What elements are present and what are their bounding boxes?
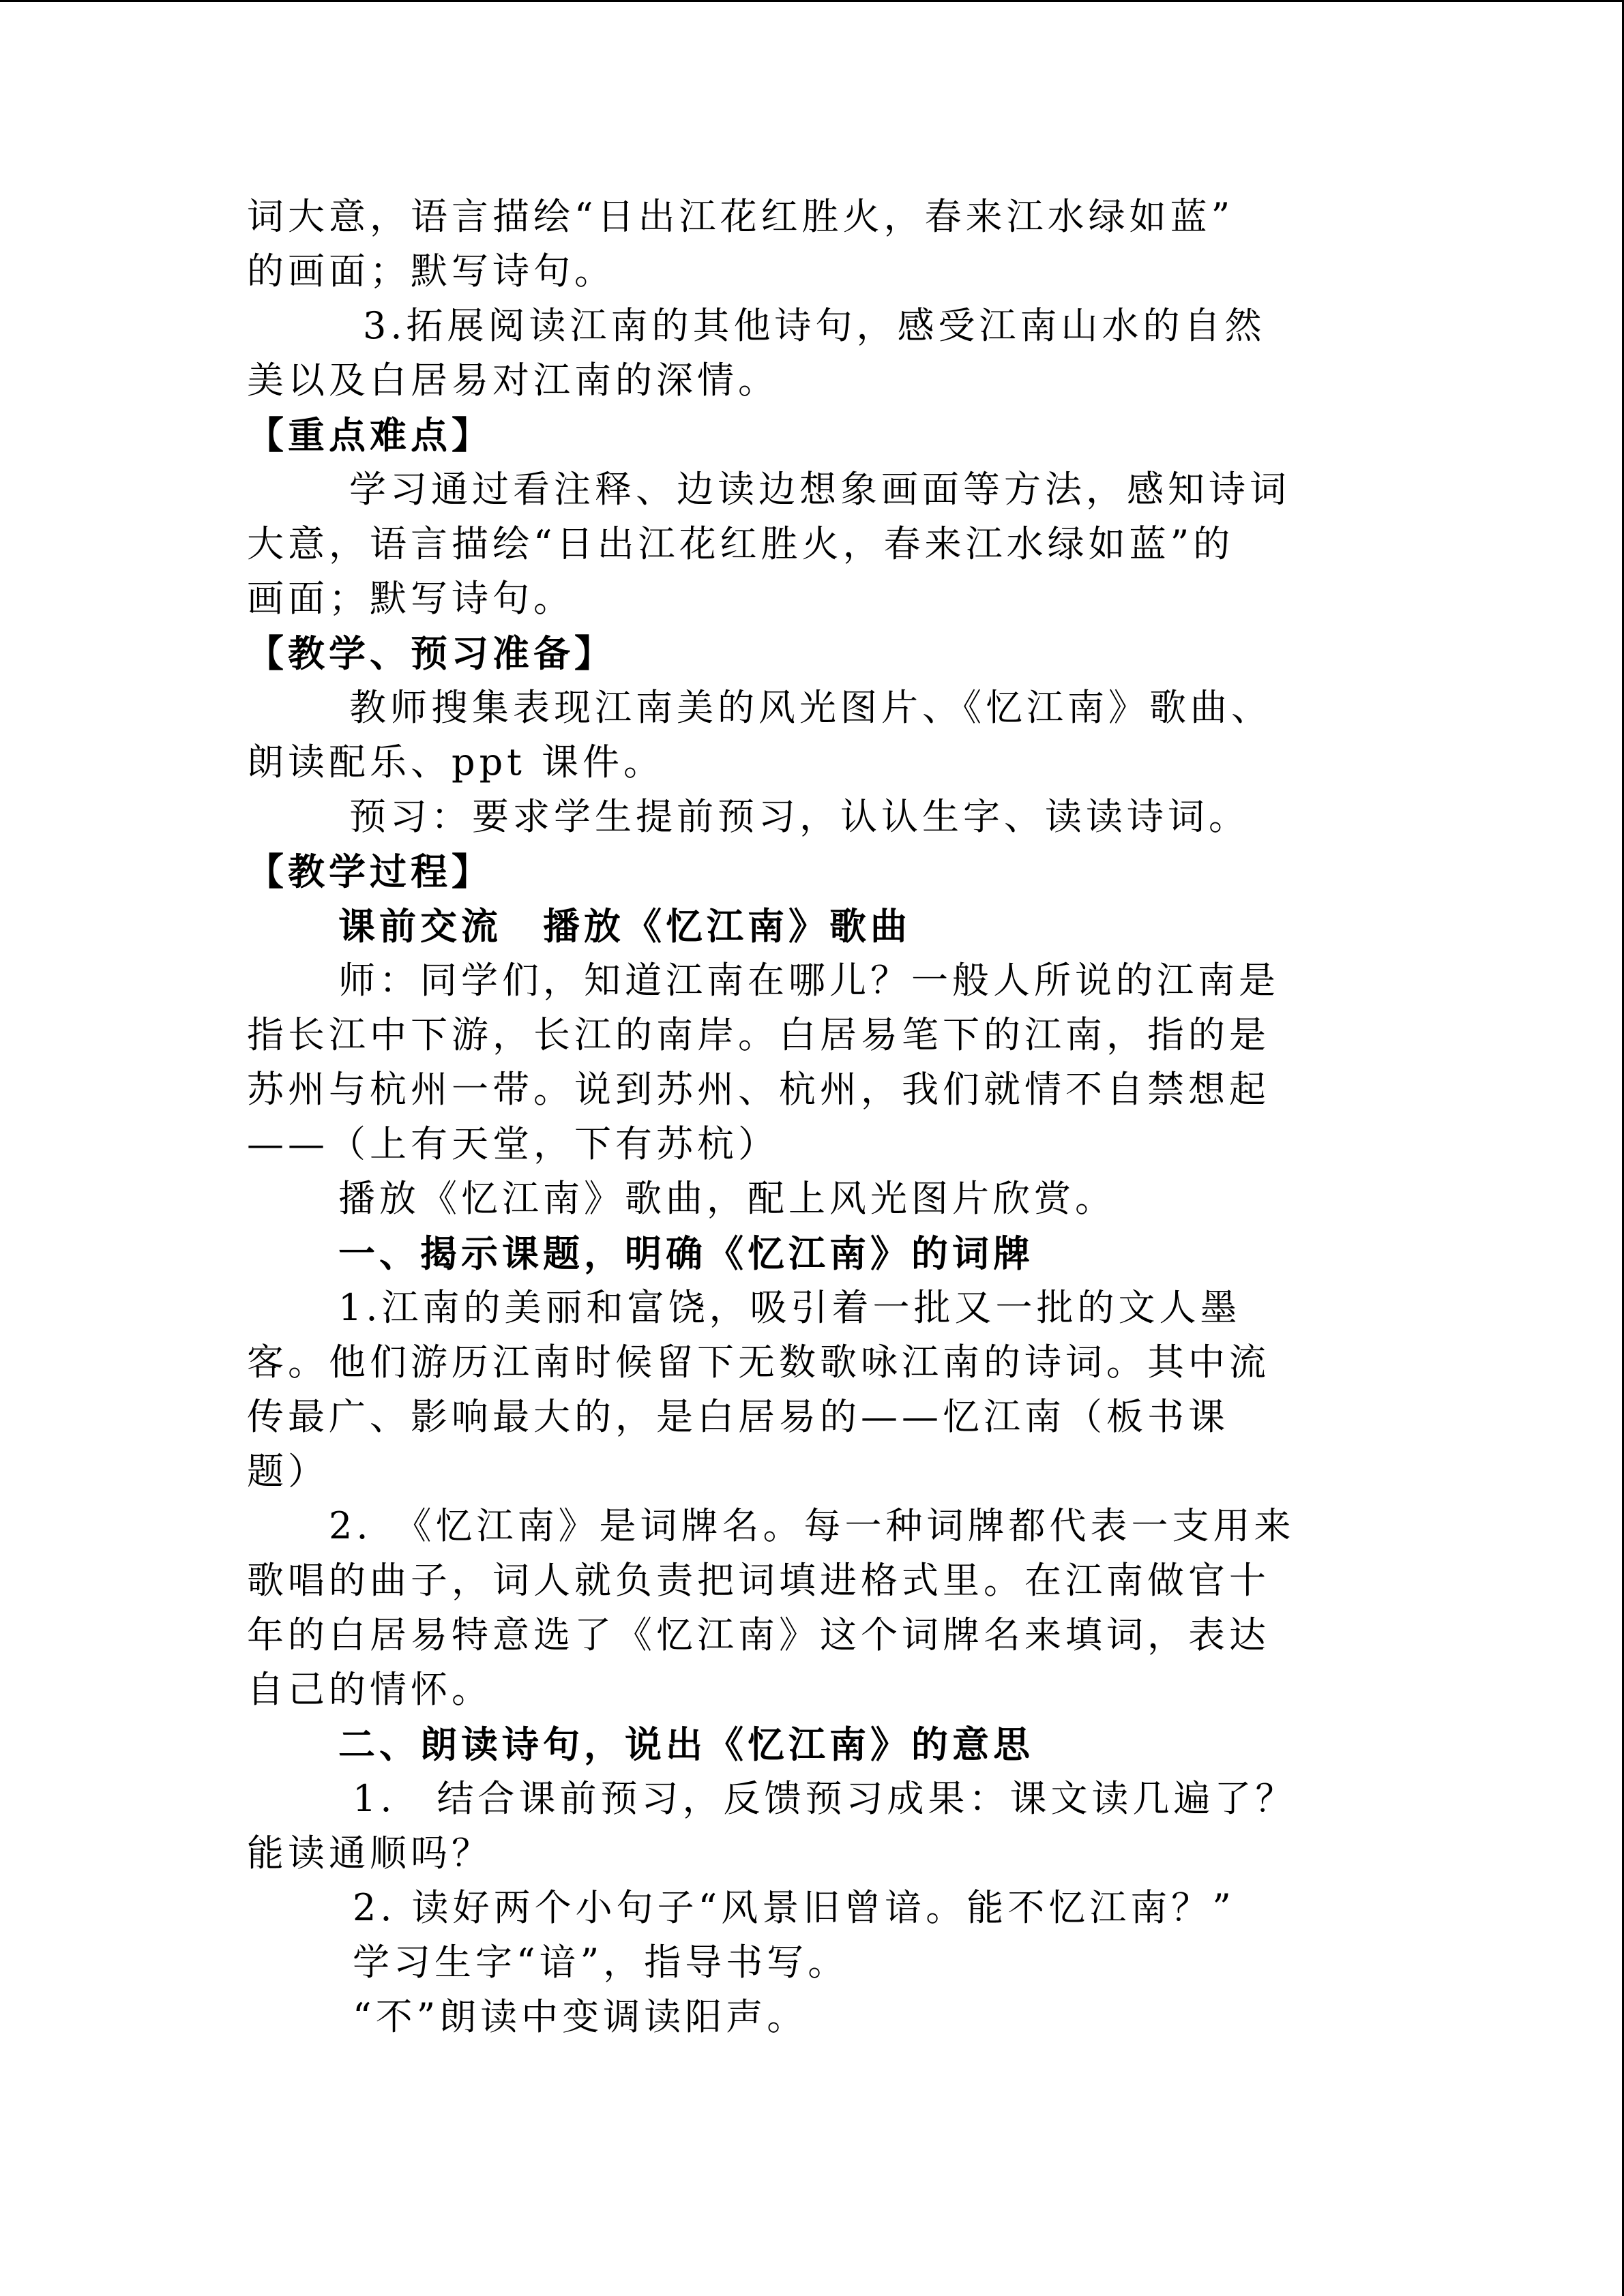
subheading-part-one: 一、揭示课题，明确《忆江南》的词牌 bbox=[338, 1232, 1034, 1275]
text-line: 年的白居易特意选了《忆江南》这个词牌名来填词，表达 bbox=[247, 1613, 1270, 1656]
section-heading-key-points: 【重点难点】 bbox=[247, 413, 492, 457]
text-line: 词大意，语言描绘“日出江花红胜火，春来江水绿如蓝” bbox=[247, 195, 1235, 238]
text-line: 3.拓展阅读江南的其他诗句，感受江南山水的自然 bbox=[363, 304, 1266, 347]
section-heading-process: 【教学过程】 bbox=[247, 850, 492, 893]
section-heading-preparation: 【教学、预习准备】 bbox=[247, 631, 615, 675]
text-line: 教师搜集表现江南美的风光图片、《忆江南》歌曲、 bbox=[349, 686, 1272, 729]
text-line: 播放《忆江南》歌曲，配上风光图片欣赏。 bbox=[338, 1177, 1116, 1220]
text-line: 预习：要求学生提前预习，认认生字、读读诗词。 bbox=[349, 795, 1250, 838]
text-line: 1.江南的美丽和富饶，吸引着一批又一批的文人墨 bbox=[338, 1286, 1241, 1329]
subheading-part-two: 二、朗读诗句，说出《忆江南》的意思 bbox=[338, 1723, 1034, 1766]
text-line: 2. 《忆江南》是词牌名。每一种词牌都代表一支用来 bbox=[329, 1504, 1295, 1547]
text-line: 苏州与杭州一带。说到苏州、杭州，我们就情不自禁想起 bbox=[247, 1068, 1270, 1111]
text-line: 歌唱的曲子，词人就负责把词填进格式里。在江南做官十 bbox=[247, 1559, 1270, 1602]
text-line: ——（上有天堂，下有苏杭） bbox=[247, 1122, 779, 1165]
text-line: 传最广、影响最大的，是白居易的——忆江南（板书课 bbox=[247, 1395, 1229, 1438]
text-line: 题） bbox=[247, 1450, 329, 1493]
text-line: 学习通过看注释、边读边想象画面等方法，感知诗词 bbox=[349, 468, 1290, 511]
text-line: 指长江中下游，长江的南岸。白居易笔下的江南，指的是 bbox=[247, 1013, 1270, 1056]
text-line: 2. 读好两个小句子“风景旧曾谙。能不忆江南？” bbox=[353, 1886, 1235, 1929]
page-top-border bbox=[0, 0, 1624, 2]
text-line: 1. 结合课前预习，反馈预习成果：课文读几遍了？ bbox=[353, 1777, 1297, 1820]
text-line: 美以及白居易对江南的深情。 bbox=[247, 359, 779, 402]
text-line: “不”朗读中变调读阳声。 bbox=[353, 1995, 808, 2038]
text-line: 学习生字“谙”，指导书写。 bbox=[353, 1941, 849, 1984]
text-line: 能读通顺吗？ bbox=[247, 1832, 492, 1875]
text-line: 大意，语言描绘“日出江花红胜火，春来江水绿如蓝”的 bbox=[247, 522, 1235, 565]
text-line: 画面；默写诗句。 bbox=[247, 577, 574, 620]
text-line: 客。他们游历江南时候留下无数歌咏江南的诗词。其中流 bbox=[247, 1341, 1270, 1384]
document-body bbox=[247, 190, 1393, 2044]
subheading-pre-class: 课前交流 播放《忆江南》歌曲 bbox=[338, 904, 911, 948]
text-line: 朗读配乐、ppt 课件。 bbox=[247, 741, 664, 784]
text-line: 的画面；默写诗句。 bbox=[247, 250, 615, 293]
text-line: 自己的情怀。 bbox=[247, 1668, 492, 1711]
text-line: 师：同学们，知道江南在哪儿？一般人所说的江南是 bbox=[338, 959, 1280, 1002]
